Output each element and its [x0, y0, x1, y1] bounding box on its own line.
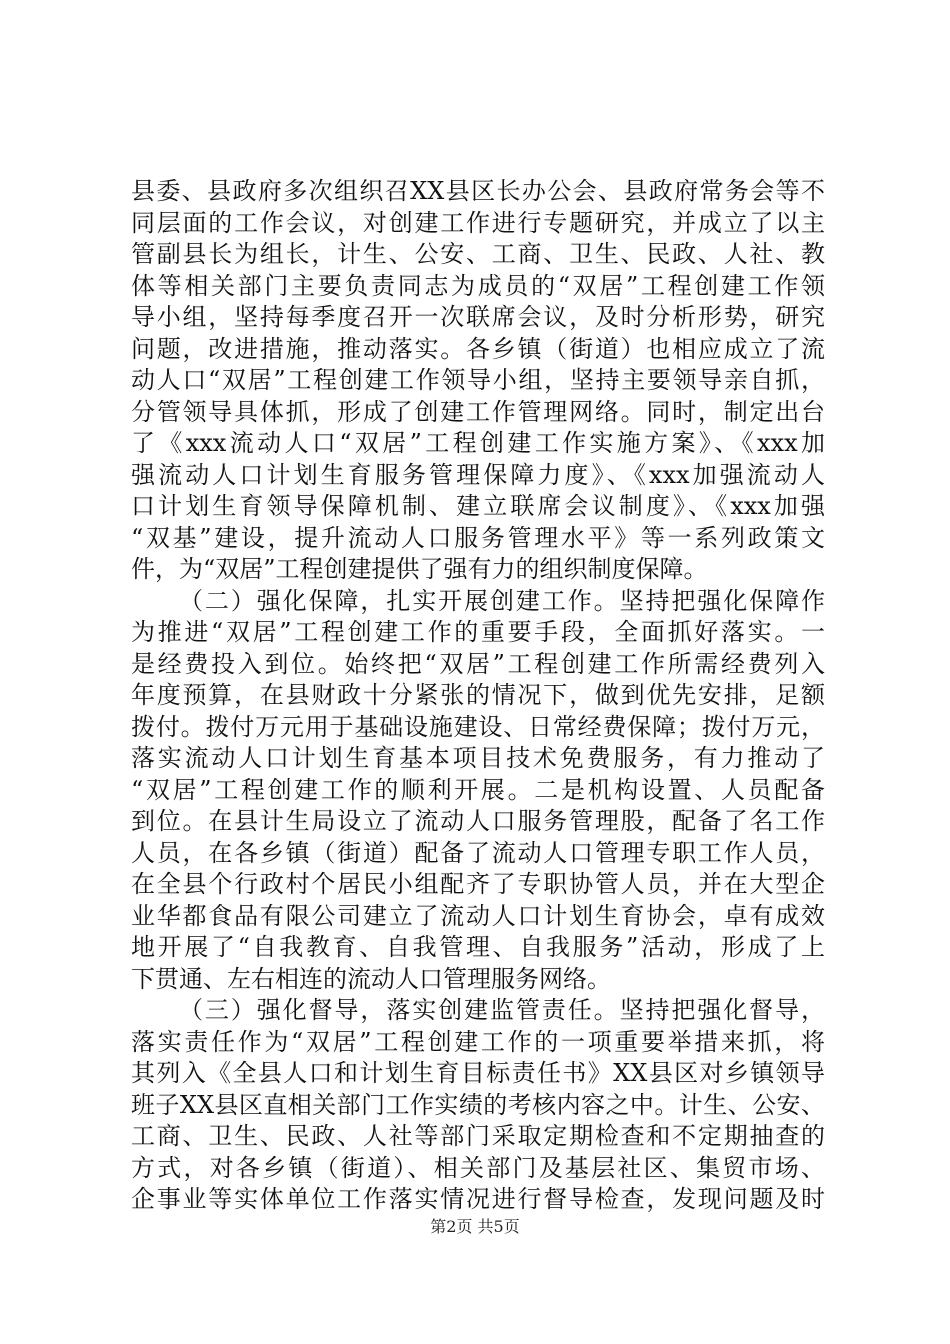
text-line: 地开展了“自我教育、自我管理、自我服务”活动，形成了上	[131, 933, 825, 961]
text-line: 落实流动人口计划生育基本项目技术免费服务，有力推动了	[131, 744, 825, 772]
text-line: 人员，在各乡镇（街道）配备了流动人口管理专职工作人员，	[131, 838, 825, 867]
text-line: 动人口“双居”工程创建工作领导小组，坚持主要领导亲自抓，	[131, 366, 825, 394]
text-line: 落实责任作为“双居”工程创建工作的一项重要举措来抓，将	[131, 1027, 825, 1056]
text-line: 管副县长为组长，计生、公安、工商、卫生、民政、人社、教	[131, 240, 825, 268]
text-line: 其列入《全县人口和计划生育目标责任书》XX县区对乡镇领导	[131, 1059, 825, 1087]
text-line: 到位。在县计生局设立了流动人口服务管理股，配备了名工作	[131, 807, 825, 835]
text-line: 下贯通、左右相连的流动人口管理服务网络。	[131, 964, 611, 993]
text-line: 为推进“双居”工程创建工作的重要手段，全面抓好落实。一	[131, 618, 825, 646]
text-line: “双居”工程创建工作的顺利开展。二是机构设置、人员配备	[131, 775, 825, 804]
text-line: 县委、县政府多次组织召XX县区长办公会、县政府常务会等不	[131, 177, 825, 205]
text-line: 业华都食品有限公司建立了流动人口计划生育协会，卓有成效	[131, 901, 825, 930]
text-line: 同层面的工作会议，对创建工作进行专题研究，并成立了以主	[131, 208, 825, 237]
text-line: 口计划生育领导保障机制、建立联席会议制度》、《xxx加强	[131, 492, 825, 520]
text-line: 企事业等实体单位工作落实情况进行督导检查，发现问题及时	[131, 1185, 825, 1213]
text-line: 在全县个行政村个居民小组配齐了专职协管人员，并在大型企	[131, 870, 825, 898]
text-line: 导小组，坚持每季度召开一次联席会议，及时分析形势，研究	[131, 303, 825, 331]
section-heading-line: （三）强化督导，落实创建监管责任。坚持把强化督导，	[179, 996, 825, 1024]
text-line: 强流动人口计划生育服务管理保障力度》、《xxx加强流动人	[131, 460, 825, 489]
text-line: 方式，对各乡镇（街道）、相关部门及基层社区、集贸市场、	[131, 1153, 825, 1182]
text-line: “双基”建设，提升流动人口服务管理水平》等一系列政策文	[131, 523, 825, 552]
text-line: 工商、卫生、民政、人社等部门采取定期检查和不定期抽查的	[131, 1122, 825, 1150]
text-line: 分管领导具体抓，形成了创建工作管理网络。同时，制定出台	[131, 397, 825, 426]
document-body	[131, 176, 825, 1216]
text-line: 年度预算，在县财政十分紧张的情况下，做到优先安排，足额	[131, 681, 825, 709]
page-footer	[0, 1214, 950, 1237]
text-line: 件，为“双居”工程创建提供了强有力的组织制度保障。	[131, 555, 708, 583]
text-line: 体等相关部门主要负责同志为成员的“双居”工程创建工作领	[131, 271, 825, 300]
section-heading-line: （二）强化保障，扎实开展创建工作。坚持把强化保障作	[179, 586, 825, 615]
page-number: 第2页 共5页	[430, 1217, 520, 1236]
text-line: 是经费投入到位。始终把“双居”工程创建工作所需经费列入	[131, 649, 825, 678]
text-line: 了《xxx流动人口“双居”工程创建工作实施方案》、《xxx加	[131, 429, 825, 457]
text-line: 问题，改进措施，推动落实。各乡镇（街道）也相应成立了流	[131, 334, 825, 363]
text-line: 班子XX县区直相关部门工作实绩的考核内容之中。计生、公安、	[131, 1090, 825, 1119]
text-line: 拨付。拨付万元用于基础设施建设、日常经费保障；拨付万元，	[131, 712, 825, 741]
